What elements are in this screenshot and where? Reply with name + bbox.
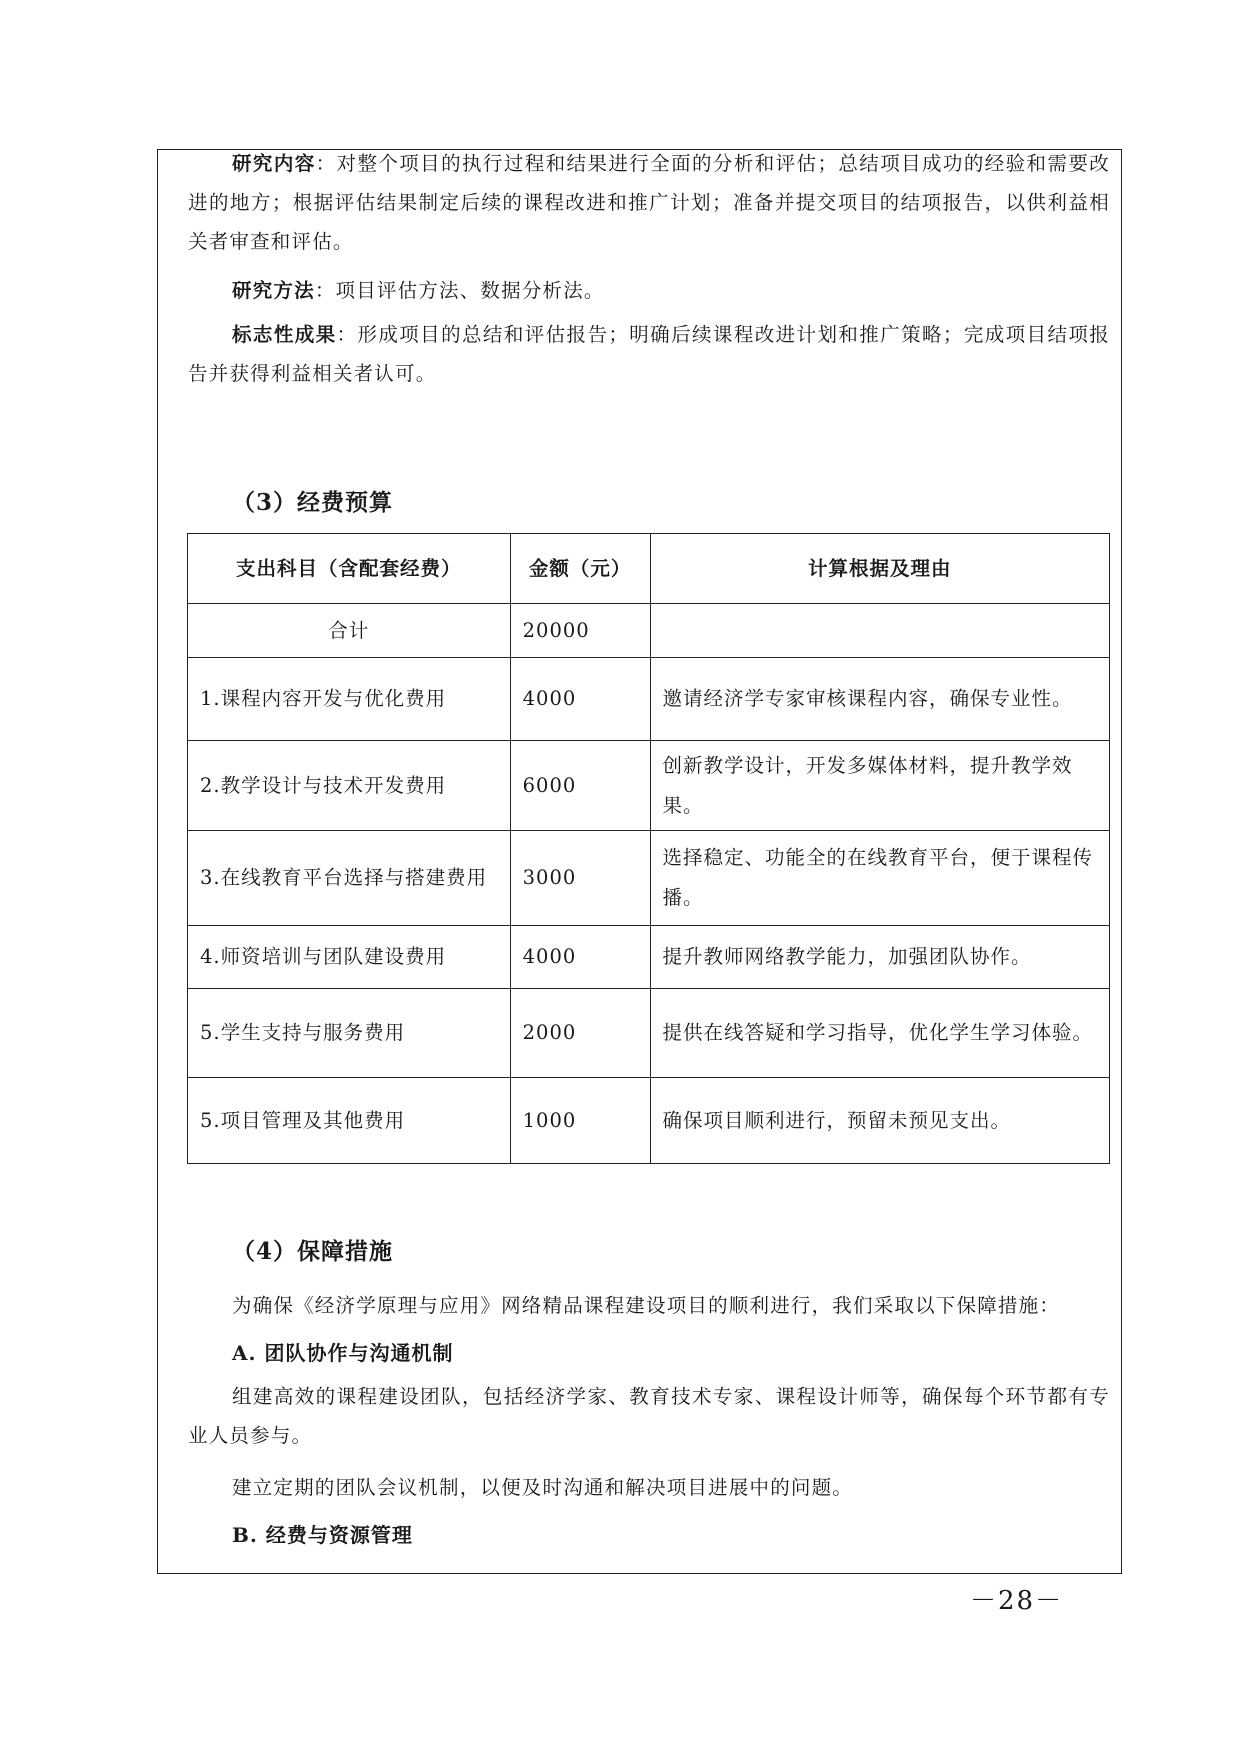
header-reason: 计算根据及理由 [650,534,1109,604]
row-reason: 提升教师网络教学能力，加强团队协作。 [650,926,1109,989]
row-amount: 4000 [510,926,650,989]
table-row [188,989,1110,1078]
research-content-label: 研究内容 [232,152,316,175]
budget-table [187,533,1110,1164]
section-b-title: B. 经费与资源管理 [232,1523,413,1547]
row-amount: 3000 [510,831,650,926]
row-reason: 提供在线答疑和学习指导，优化学生学习体验。 [650,989,1109,1078]
guarantee-heading: （4）保障措施 [232,1238,394,1265]
row-item: 4.师资培训与团队建设费用 [188,926,511,989]
page-number: －28－ [970,1586,1064,1616]
section-a-paragraph-1: 组建高效的课程建设团队，包括经济学家、教育技术专家、课程设计师等，确保每个环节都有专业人员参与。 [188,1385,1110,1447]
row-item: 3.在线教育平台选择与搭建费用 [188,831,511,926]
row-amount: 4000 [510,658,650,741]
row-reason: 选择稳定、功能全的在线教育平台，便于课程传播。 [650,831,1109,926]
research-content-text: ：对整个项目的执行过程和结果进行全面的分析和评估；总结项目成功的经验和需要改进的地方；根据评估结果制定后续的课程改进和推广计划；准备并提交项目的结项报告，以供利益相关者审查和评估。 [188,152,1110,253]
research-method-text: ：项目评估方法、数据分析法。 [314,279,605,302]
outcome-label: 标志性成果 [232,323,337,346]
row-reason: 邀请经济学专家审核课程内容，确保专业性。 [650,658,1109,741]
table-row [188,831,1110,926]
table-row [188,926,1110,989]
row-amount: 20000 [510,604,650,658]
table-row [188,658,1110,741]
research-method-label: 研究方法 [232,279,315,302]
row-item: 2.教学设计与技术开发费用 [188,741,511,831]
research-content-paragraph [188,144,1110,261]
row-amount: 6000 [510,741,650,831]
outcome-text: ：形成项目的总结和评估报告；明确后续课程改进计划和推广策略；完成项目结项报告并获得利益相关者认可。 [188,323,1110,385]
table-row [188,741,1110,831]
row-reason: 创新教学设计，开发多媒体材料，提升教学效果。 [650,741,1109,831]
row-item: 5.学生支持与服务费用 [188,989,511,1078]
row-reason: 确保项目顺利进行，预留未预见支出。 [650,1078,1109,1164]
row-amount: 2000 [510,989,650,1078]
table-row [188,1078,1110,1164]
header-amount: 金额（元） [510,534,650,604]
table-row [188,604,1110,658]
section-a-title: A. 团队协作与沟通机制 [232,1341,454,1365]
budget-heading: （3）经费预算 [232,489,394,516]
outcome-paragraph [188,315,1110,393]
row-item: 合计 [188,604,511,658]
row-item: 5.项目管理及其他费用 [188,1078,511,1164]
research-method-paragraph [188,271,1110,310]
section-a-paragraph-2: 建立定期的团队会议机制，以便及时沟通和解决项目进展中的问题。 [232,1476,854,1499]
budget-header-row [188,534,1110,604]
row-reason [650,604,1109,658]
row-item: 1.课程内容开发与优化费用 [188,658,511,741]
header-item: 支出科目（含配套经费） [188,534,511,604]
row-amount: 1000 [510,1078,650,1164]
guarantee-intro: 为确保《经济学原理与应用》网络精品课程建设项目的顺利进行，我们采取以下保障措施： [232,1294,1061,1317]
